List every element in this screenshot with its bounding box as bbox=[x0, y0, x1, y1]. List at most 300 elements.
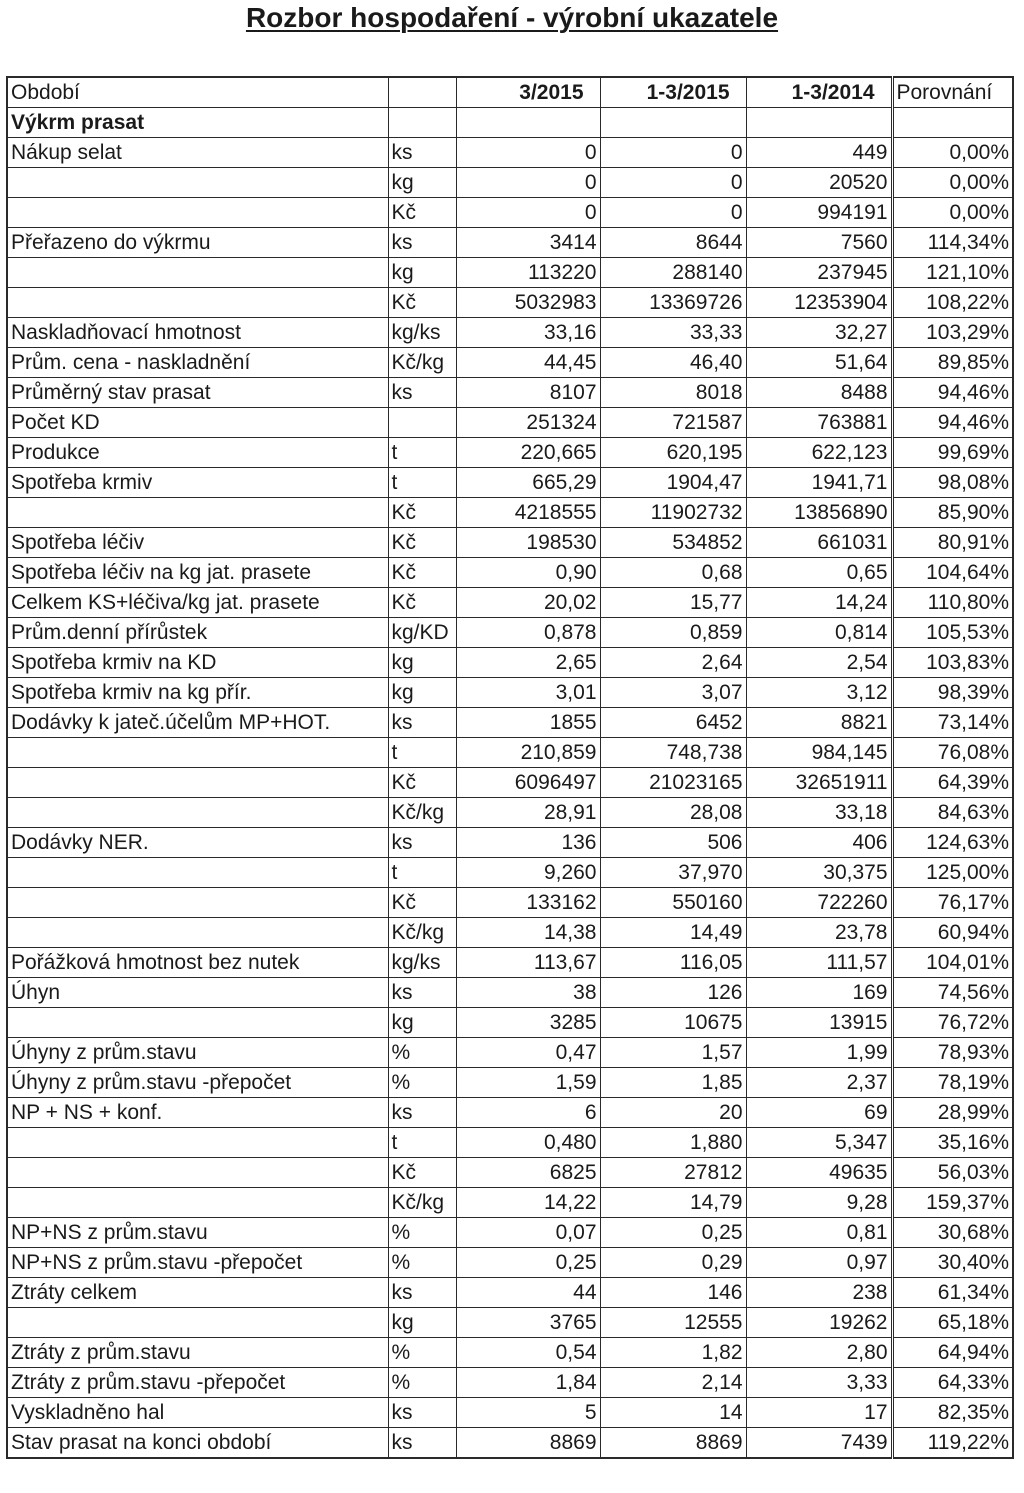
indicator-label bbox=[7, 498, 388, 528]
value-3-2015: 0 bbox=[456, 198, 600, 228]
comparison-value: 114,34% bbox=[892, 228, 1013, 258]
table-row bbox=[7, 168, 1013, 198]
indicator-label: Spotřeba krmiv na KD bbox=[7, 648, 388, 678]
indicator-label: NP+NS z prům.stavu -přepočet bbox=[7, 1248, 388, 1278]
value-1-3-2015: 126 bbox=[600, 978, 746, 1008]
value-1-3-2015: 2,64 bbox=[600, 648, 746, 678]
header-col-1-3-2014: 1-3/2014 bbox=[746, 77, 892, 108]
table-row bbox=[7, 198, 1013, 228]
indicator-label: Ztráty z prům.stavu bbox=[7, 1338, 388, 1368]
value-1-3-2014: 2,54 bbox=[746, 648, 892, 678]
table-row bbox=[7, 1158, 1013, 1188]
indicator-label: Pořážková hmotnost bez nutek bbox=[7, 948, 388, 978]
comparison-value: 105,53% bbox=[892, 618, 1013, 648]
indicator-label bbox=[7, 888, 388, 918]
value-3-2015: 20,02 bbox=[456, 588, 600, 618]
value-1-3-2014: 722260 bbox=[746, 888, 892, 918]
value-1-3-2014: 0,81 bbox=[746, 1218, 892, 1248]
value-3-2015: 4218555 bbox=[456, 498, 600, 528]
value-1-3-2014: 406 bbox=[746, 828, 892, 858]
table-row bbox=[7, 438, 1013, 468]
unit-cell bbox=[388, 408, 456, 438]
table-row bbox=[7, 1128, 1013, 1158]
comparison-value: 94,46% bbox=[892, 408, 1013, 438]
comparison-value: 74,56% bbox=[892, 978, 1013, 1008]
value-1-3-2015: 13369726 bbox=[600, 288, 746, 318]
value-1-3-2014: 7439 bbox=[746, 1428, 892, 1459]
table-row bbox=[7, 1368, 1013, 1398]
indicator-label: Produkce bbox=[7, 438, 388, 468]
value-1-3-2015: 0 bbox=[600, 198, 746, 228]
value-1-3-2015: 14 bbox=[600, 1398, 746, 1428]
value-3-2015: 136 bbox=[456, 828, 600, 858]
table-row bbox=[7, 738, 1013, 768]
value-3-2015: 1,84 bbox=[456, 1368, 600, 1398]
indicator-label bbox=[7, 918, 388, 948]
header-col-1-3-2015: 1-3/2015 bbox=[600, 77, 746, 108]
value-3-2015: 0,25 bbox=[456, 1248, 600, 1278]
table-row bbox=[7, 678, 1013, 708]
value-1-3-2014: 33,18 bbox=[746, 798, 892, 828]
header-period: Období bbox=[7, 77, 388, 108]
indicator-label: Stav prasat na konci období bbox=[7, 1428, 388, 1459]
value-3-2015: 1855 bbox=[456, 708, 600, 738]
value-1-3-2015: 37,970 bbox=[600, 858, 746, 888]
comparison-value: 73,14% bbox=[892, 708, 1013, 738]
value-3-2015: 0,54 bbox=[456, 1338, 600, 1368]
comparison-value: 84,63% bbox=[892, 798, 1013, 828]
table-row bbox=[7, 918, 1013, 948]
comparison-value: 98,08% bbox=[892, 468, 1013, 498]
value-3-2015: 113,67 bbox=[456, 948, 600, 978]
value-3-2015: 0,878 bbox=[456, 618, 600, 648]
value-1-3-2014: 8821 bbox=[746, 708, 892, 738]
unit-cell: t bbox=[388, 858, 456, 888]
comparison-value: 159,37% bbox=[892, 1188, 1013, 1218]
value-1-3-2015: 12555 bbox=[600, 1308, 746, 1338]
unit-cell: % bbox=[388, 1068, 456, 1098]
comparison-value: 61,34% bbox=[892, 1278, 1013, 1308]
table-row bbox=[7, 618, 1013, 648]
comparison-value: 121,10% bbox=[892, 258, 1013, 288]
indicator-label: Přeřazeno do výkrmu bbox=[7, 228, 388, 258]
comparison-value: 76,17% bbox=[892, 888, 1013, 918]
table-row bbox=[7, 948, 1013, 978]
value-1-3-2015: 21023165 bbox=[600, 768, 746, 798]
unit-cell: Kč/kg bbox=[388, 798, 456, 828]
indicator-label: Nákup selat bbox=[7, 138, 388, 168]
value-1-3-2015: 27812 bbox=[600, 1158, 746, 1188]
table-row bbox=[7, 138, 1013, 168]
comparison-value: 125,00% bbox=[892, 858, 1013, 888]
table-row bbox=[7, 588, 1013, 618]
value-1-3-2015: 8018 bbox=[600, 378, 746, 408]
value-1-3-2014: 622,123 bbox=[746, 438, 892, 468]
comparison-value: 64,39% bbox=[892, 768, 1013, 798]
value-1-3-2014: 13915 bbox=[746, 1008, 892, 1038]
unit-cell: kg bbox=[388, 168, 456, 198]
indicator-label: Úhyn bbox=[7, 978, 388, 1008]
value-1-3-2015: 534852 bbox=[600, 528, 746, 558]
value-1-3-2015: 2,14 bbox=[600, 1368, 746, 1398]
indicator-label: Spotřeba krmiv na kg přír. bbox=[7, 678, 388, 708]
value-1-3-2015: 1904,47 bbox=[600, 468, 746, 498]
table-row bbox=[7, 708, 1013, 738]
unit-cell: ks bbox=[388, 708, 456, 738]
table-row bbox=[7, 558, 1013, 588]
value-1-3-2014: 13856890 bbox=[746, 498, 892, 528]
table-row bbox=[7, 648, 1013, 678]
indicator-label: Úhyny z prům.stavu bbox=[7, 1038, 388, 1068]
value-3-2015: 44 bbox=[456, 1278, 600, 1308]
value-3-2015: 44,45 bbox=[456, 348, 600, 378]
table-row bbox=[7, 498, 1013, 528]
value-1-3-2014: 8488 bbox=[746, 378, 892, 408]
value-3-2015: 3414 bbox=[456, 228, 600, 258]
value-1-3-2014: 984,145 bbox=[746, 738, 892, 768]
comparison-value: 89,85% bbox=[892, 348, 1013, 378]
unit-cell: ks bbox=[388, 978, 456, 1008]
indicator-label bbox=[7, 1158, 388, 1188]
value-1-3-2015: 288140 bbox=[600, 258, 746, 288]
header-comparison: Porovnání bbox=[892, 77, 1013, 108]
comparison-value: 80,91% bbox=[892, 528, 1013, 558]
table-header-row bbox=[7, 77, 1013, 108]
value-1-3-2015: 0,68 bbox=[600, 558, 746, 588]
indicator-label: Spotřeba krmiv bbox=[7, 468, 388, 498]
comparison-value: 103,83% bbox=[892, 648, 1013, 678]
unit-cell: kg bbox=[388, 648, 456, 678]
value-3-2015: 6825 bbox=[456, 1158, 600, 1188]
table-row bbox=[7, 1038, 1013, 1068]
unit-cell: ks bbox=[388, 228, 456, 258]
value-1-3-2015: 0,29 bbox=[600, 1248, 746, 1278]
value-1-3-2015: 14,79 bbox=[600, 1188, 746, 1218]
table-row bbox=[7, 1188, 1013, 1218]
comparison-value: 104,01% bbox=[892, 948, 1013, 978]
comparison-value: 104,64% bbox=[892, 558, 1013, 588]
unit-cell: ks bbox=[388, 1278, 456, 1308]
value-1-3-2015: 1,85 bbox=[600, 1068, 746, 1098]
unit-cell: kg/ks bbox=[388, 948, 456, 978]
value-1-3-2015: 0,859 bbox=[600, 618, 746, 648]
indicator-label: Dodávky NER. bbox=[7, 828, 388, 858]
value-1-3-2014: 0,65 bbox=[746, 558, 892, 588]
value-3-2015: 0,480 bbox=[456, 1128, 600, 1158]
value-1-3-2015: 1,880 bbox=[600, 1128, 746, 1158]
value-3-2015: 0 bbox=[456, 168, 600, 198]
value-1-3-2014: 12353904 bbox=[746, 288, 892, 318]
table-row bbox=[7, 1278, 1013, 1308]
unit-cell: Kč bbox=[388, 1158, 456, 1188]
indicator-label: Průměrný stav prasat bbox=[7, 378, 388, 408]
comparison-value: 76,72% bbox=[892, 1008, 1013, 1038]
comparison-value: 99,69% bbox=[892, 438, 1013, 468]
value-3-2015: 38 bbox=[456, 978, 600, 1008]
unit-cell: ks bbox=[388, 1098, 456, 1128]
indicator-label: Počet KD bbox=[7, 408, 388, 438]
table-row bbox=[7, 798, 1013, 828]
table-row bbox=[7, 1308, 1013, 1338]
indicator-label bbox=[7, 738, 388, 768]
comparison-value: 30,68% bbox=[892, 1218, 1013, 1248]
value-1-3-2015: 0 bbox=[600, 138, 746, 168]
header-unit bbox=[388, 77, 456, 108]
section-empty-cell bbox=[600, 108, 746, 138]
comparison-value: 110,80% bbox=[892, 588, 1013, 618]
value-1-3-2015: 506 bbox=[600, 828, 746, 858]
value-1-3-2015: 116,05 bbox=[600, 948, 746, 978]
table-row bbox=[7, 888, 1013, 918]
value-3-2015: 210,859 bbox=[456, 738, 600, 768]
value-1-3-2014: 449 bbox=[746, 138, 892, 168]
header-col-3-2015: 3/2015 bbox=[456, 77, 600, 108]
value-1-3-2014: 32,27 bbox=[746, 318, 892, 348]
unit-cell: Kč bbox=[388, 498, 456, 528]
section-empty-cell bbox=[388, 108, 456, 138]
value-1-3-2014: 238 bbox=[746, 1278, 892, 1308]
comparison-value: 0,00% bbox=[892, 138, 1013, 168]
comparison-value: 119,22% bbox=[892, 1428, 1013, 1459]
indicator-label: Dodávky k jateč.účelům MP+HOT. bbox=[7, 708, 388, 738]
value-1-3-2014: 169 bbox=[746, 978, 892, 1008]
value-1-3-2014: 111,57 bbox=[746, 948, 892, 978]
table-row bbox=[7, 858, 1013, 888]
value-3-2015: 665,29 bbox=[456, 468, 600, 498]
value-1-3-2015: 748,738 bbox=[600, 738, 746, 768]
value-1-3-2014: 14,24 bbox=[746, 588, 892, 618]
comparison-value: 108,22% bbox=[892, 288, 1013, 318]
unit-cell: ks bbox=[388, 138, 456, 168]
value-1-3-2014: 7560 bbox=[746, 228, 892, 258]
document-title bbox=[0, 2, 1024, 34]
table-row bbox=[7, 288, 1013, 318]
value-1-3-2014: 9,28 bbox=[746, 1188, 892, 1218]
value-1-3-2015: 11902732 bbox=[600, 498, 746, 528]
comparison-value: 35,16% bbox=[892, 1128, 1013, 1158]
unit-cell: t bbox=[388, 738, 456, 768]
value-1-3-2015: 10675 bbox=[600, 1008, 746, 1038]
unit-cell: kg bbox=[388, 1008, 456, 1038]
table-row bbox=[7, 1398, 1013, 1428]
comparison-value: 76,08% bbox=[892, 738, 1013, 768]
value-3-2015: 220,665 bbox=[456, 438, 600, 468]
section-row bbox=[7, 108, 1013, 138]
value-3-2015: 5 bbox=[456, 1398, 600, 1428]
value-1-3-2015: 0,25 bbox=[600, 1218, 746, 1248]
unit-cell: Kč bbox=[388, 528, 456, 558]
unit-cell: kg/ks bbox=[388, 318, 456, 348]
unit-cell: ks bbox=[388, 1428, 456, 1459]
comparison-value: 78,93% bbox=[892, 1038, 1013, 1068]
unit-cell: % bbox=[388, 1368, 456, 1398]
comparison-value: 82,35% bbox=[892, 1398, 1013, 1428]
table-row bbox=[7, 258, 1013, 288]
comparison-value: 64,94% bbox=[892, 1338, 1013, 1368]
value-1-3-2014: 49635 bbox=[746, 1158, 892, 1188]
value-3-2015: 0,47 bbox=[456, 1038, 600, 1068]
indicator-label bbox=[7, 1128, 388, 1158]
table-row bbox=[7, 1338, 1013, 1368]
indicator-label: Naskladňovací hmotnost bbox=[7, 318, 388, 348]
table-row bbox=[7, 468, 1013, 498]
value-3-2015: 251324 bbox=[456, 408, 600, 438]
value-1-3-2014: 661031 bbox=[746, 528, 892, 558]
indicator-label bbox=[7, 858, 388, 888]
table-row bbox=[7, 348, 1013, 378]
section-title: Výkrm prasat bbox=[7, 108, 388, 138]
value-3-2015: 6096497 bbox=[456, 768, 600, 798]
value-3-2015: 33,16 bbox=[456, 318, 600, 348]
value-1-3-2015: 146 bbox=[600, 1278, 746, 1308]
production-indicators-table bbox=[6, 76, 1014, 1459]
comparison-value: 60,94% bbox=[892, 918, 1013, 948]
value-1-3-2014: 1,99 bbox=[746, 1038, 892, 1068]
unit-cell: Kč/kg bbox=[388, 1188, 456, 1218]
comparison-value: 94,46% bbox=[892, 378, 1013, 408]
value-1-3-2015: 620,195 bbox=[600, 438, 746, 468]
table-body bbox=[7, 138, 1013, 1459]
value-3-2015: 3285 bbox=[456, 1008, 600, 1038]
value-1-3-2015: 1,82 bbox=[600, 1338, 746, 1368]
unit-cell: Kč bbox=[388, 768, 456, 798]
value-3-2015: 0,07 bbox=[456, 1218, 600, 1248]
value-1-3-2014: 17 bbox=[746, 1398, 892, 1428]
value-1-3-2014: 20520 bbox=[746, 168, 892, 198]
value-1-3-2014: 237945 bbox=[746, 258, 892, 288]
value-1-3-2014: 0,814 bbox=[746, 618, 892, 648]
value-1-3-2014: 5,347 bbox=[746, 1128, 892, 1158]
table-row bbox=[7, 1248, 1013, 1278]
indicator-label: Spotřeba léčiv bbox=[7, 528, 388, 558]
value-1-3-2015: 14,49 bbox=[600, 918, 746, 948]
comparison-value: 56,03% bbox=[892, 1158, 1013, 1188]
indicator-label: NP + NS + konf. bbox=[7, 1098, 388, 1128]
comparison-value: 30,40% bbox=[892, 1248, 1013, 1278]
comparison-value: 103,29% bbox=[892, 318, 1013, 348]
unit-cell: ks bbox=[388, 1398, 456, 1428]
value-1-3-2014: 994191 bbox=[746, 198, 892, 228]
table-row bbox=[7, 1098, 1013, 1128]
table-row bbox=[7, 528, 1013, 558]
value-1-3-2014: 3,12 bbox=[746, 678, 892, 708]
table-row bbox=[7, 1218, 1013, 1248]
unit-cell: kg bbox=[388, 1308, 456, 1338]
indicator-label bbox=[7, 168, 388, 198]
unit-cell: % bbox=[388, 1218, 456, 1248]
unit-cell: % bbox=[388, 1338, 456, 1368]
indicator-label bbox=[7, 1188, 388, 1218]
value-3-2015: 133162 bbox=[456, 888, 600, 918]
indicator-label: Ztráty z prům.stavu -přepočet bbox=[7, 1368, 388, 1398]
value-3-2015: 14,38 bbox=[456, 918, 600, 948]
unit-cell: t bbox=[388, 438, 456, 468]
value-3-2015: 1,59 bbox=[456, 1068, 600, 1098]
table-row bbox=[7, 828, 1013, 858]
table-row bbox=[7, 1428, 1013, 1459]
value-1-3-2015: 550160 bbox=[600, 888, 746, 918]
comparison-value: 78,19% bbox=[892, 1068, 1013, 1098]
value-1-3-2014: 19262 bbox=[746, 1308, 892, 1338]
indicator-label: Úhyny z prům.stavu -přepočet bbox=[7, 1068, 388, 1098]
value-3-2015: 6 bbox=[456, 1098, 600, 1128]
table-row bbox=[7, 378, 1013, 408]
unit-cell: Kč bbox=[388, 288, 456, 318]
indicator-label: Celkem KS+léčiva/kg jat. prasete bbox=[7, 588, 388, 618]
value-1-3-2014: 2,37 bbox=[746, 1068, 892, 1098]
indicator-label: Prům.denní přírůstek bbox=[7, 618, 388, 648]
value-1-3-2014: 763881 bbox=[746, 408, 892, 438]
unit-cell: Kč bbox=[388, 198, 456, 228]
unit-cell: Kč bbox=[388, 588, 456, 618]
unit-cell: % bbox=[388, 1248, 456, 1278]
value-3-2015: 8869 bbox=[456, 1428, 600, 1459]
unit-cell: ks bbox=[388, 378, 456, 408]
indicator-label bbox=[7, 768, 388, 798]
value-1-3-2014: 51,64 bbox=[746, 348, 892, 378]
section-empty-cell bbox=[892, 108, 1013, 138]
value-3-2015: 113220 bbox=[456, 258, 600, 288]
value-1-3-2015: 721587 bbox=[600, 408, 746, 438]
value-3-2015: 5032983 bbox=[456, 288, 600, 318]
value-3-2015: 14,22 bbox=[456, 1188, 600, 1218]
value-1-3-2014: 3,33 bbox=[746, 1368, 892, 1398]
unit-cell: kg bbox=[388, 258, 456, 288]
value-1-3-2014: 69 bbox=[746, 1098, 892, 1128]
table-row bbox=[7, 408, 1013, 438]
indicator-label bbox=[7, 798, 388, 828]
unit-cell: ks bbox=[388, 828, 456, 858]
value-1-3-2014: 2,80 bbox=[746, 1338, 892, 1368]
indicator-label: Spotřeba léčiv na kg jat. prasete bbox=[7, 558, 388, 588]
section-empty-cell bbox=[456, 108, 600, 138]
indicator-label: Prům. cena - naskladnění bbox=[7, 348, 388, 378]
indicator-label: Vyskladněno hal bbox=[7, 1398, 388, 1428]
indicator-label: NP+NS z prům.stavu bbox=[7, 1218, 388, 1248]
unit-cell: Kč/kg bbox=[388, 918, 456, 948]
comparison-value: 28,99% bbox=[892, 1098, 1013, 1128]
value-1-3-2015: 6452 bbox=[600, 708, 746, 738]
comparison-value: 98,39% bbox=[892, 678, 1013, 708]
value-1-3-2015: 1,57 bbox=[600, 1038, 746, 1068]
table-row bbox=[7, 318, 1013, 348]
indicator-label bbox=[7, 1308, 388, 1338]
comparison-value: 124,63% bbox=[892, 828, 1013, 858]
unit-cell: Kč bbox=[388, 888, 456, 918]
value-1-3-2015: 15,77 bbox=[600, 588, 746, 618]
value-1-3-2015: 28,08 bbox=[600, 798, 746, 828]
comparison-value: 0,00% bbox=[892, 198, 1013, 228]
value-1-3-2015: 0 bbox=[600, 168, 746, 198]
document-title-text: Rozbor hospodaření - výrobní ukazatele bbox=[245, 2, 779, 33]
table-row bbox=[7, 978, 1013, 1008]
unit-cell: t bbox=[388, 468, 456, 498]
unit-cell: kg/KD bbox=[388, 618, 456, 648]
comparison-value: 85,90% bbox=[892, 498, 1013, 528]
table-row bbox=[7, 1068, 1013, 1098]
indicator-label: Ztráty celkem bbox=[7, 1278, 388, 1308]
value-3-2015: 9,260 bbox=[456, 858, 600, 888]
unit-cell: Kč bbox=[388, 558, 456, 588]
value-3-2015: 8107 bbox=[456, 378, 600, 408]
indicator-label bbox=[7, 1008, 388, 1038]
table-row bbox=[7, 228, 1013, 258]
value-3-2015: 0 bbox=[456, 138, 600, 168]
value-3-2015: 2,65 bbox=[456, 648, 600, 678]
value-1-3-2014: 23,78 bbox=[746, 918, 892, 948]
unit-cell: kg bbox=[388, 678, 456, 708]
value-1-3-2015: 20 bbox=[600, 1098, 746, 1128]
